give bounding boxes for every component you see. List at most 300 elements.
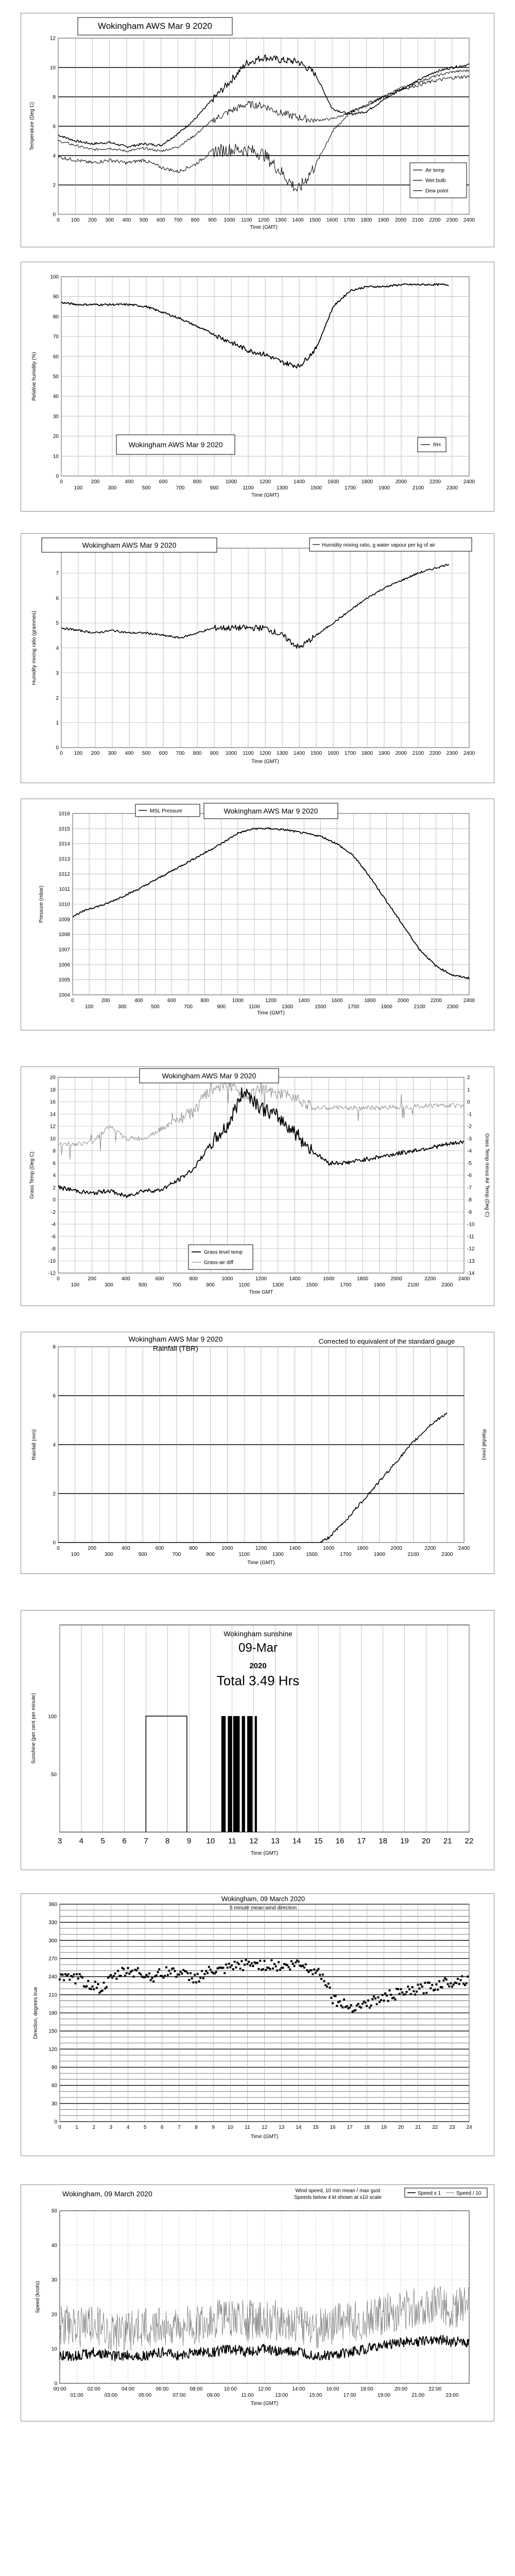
- wind-direction-x-tick-label: 22: [432, 2125, 438, 2130]
- humidity-x-tick-label: 0: [60, 479, 63, 485]
- wind-speed-x-tick-label: 00:00: [53, 2386, 66, 2392]
- wind-direction-x-tick-label: 24: [466, 2125, 472, 2130]
- grass-temp-x-tick-label: 900: [206, 1282, 215, 1288]
- rainfall-y2-axis-label: Rainfall (mm): [481, 1429, 487, 1460]
- grass-temp-y-tick-label: 8: [53, 1148, 56, 1154]
- rainfall-x-tick-label: 1700: [340, 1552, 352, 1557]
- wind-direction-y-tick-label: 90: [51, 2065, 57, 2071]
- wind-direction-point: [195, 1981, 197, 1984]
- temperature-x-tick-label: 1000: [224, 217, 235, 223]
- rainfall-y-tick-label: 6: [53, 1393, 56, 1399]
- wind-speed-x-tick-label: 11:00: [241, 2393, 254, 2398]
- humidity-x-tick-label: 600: [159, 479, 168, 485]
- grass-temp-title: Wokingham AWS Mar 9 2020: [162, 1072, 256, 1080]
- wind-direction-point: [258, 1968, 260, 1970]
- wind-speed-y-tick-label: 50: [51, 2208, 57, 2214]
- wind-speed-x-tick-label: 18:00: [360, 2386, 373, 2392]
- rainfall-x-tick-label: 200: [88, 1546, 97, 1551]
- mixing-ratio-x-tick-label: 2000: [395, 751, 407, 756]
- mixing-ratio-y-tick-label: 6: [56, 596, 59, 602]
- wind-speed-x-tick-label: 22:00: [428, 2386, 442, 2392]
- wind-direction-point: [198, 1980, 200, 1982]
- wind-direction-point: [190, 1972, 192, 1974]
- mixing-ratio-legend-label: Humidity mixing ratio, g water vapour per kg of air: [322, 543, 436, 548]
- pressure-title: Wokingham AWS Mar 9 2020: [224, 807, 318, 815]
- wind-direction-point: [185, 1971, 187, 1973]
- wind-direction-point: [343, 1998, 345, 2001]
- grass-temp-x-tick-label: 1700: [340, 1282, 352, 1288]
- wind-direction-point: [303, 1967, 305, 1969]
- mixing-ratio-x-tick-label: 0: [60, 751, 63, 756]
- rainfall-x-axis-label: Time (GMT): [247, 1560, 275, 1566]
- wind-direction-point: [199, 1977, 201, 1979]
- wind-direction-chart: [21, 1894, 495, 2157]
- wind-direction-point: [251, 1962, 253, 1964]
- pressure-x-tick-label: 400: [134, 998, 143, 1004]
- temperature-x-tick-label: 2400: [463, 217, 475, 223]
- rainfall-y-tick-label: 4: [53, 1442, 56, 1448]
- temperature-x-tick-label: 200: [88, 217, 97, 223]
- sunshine-bar: [228, 1716, 232, 1832]
- temperature-x-tick-label: 1500: [309, 217, 321, 223]
- wind-direction-point: [150, 1979, 152, 1981]
- wind-direction-point: [207, 1972, 209, 1974]
- wind-direction-x-tick-label: 6: [160, 2125, 164, 2130]
- wind-direction-point: [157, 1971, 159, 1973]
- temperature-x-tick-label: 2200: [429, 217, 441, 223]
- grass-temp-x-tick-label: 1500: [306, 1282, 318, 1288]
- pressure-y-tick-label: 1012: [58, 871, 70, 877]
- sunshine-x-tick-label: 22: [465, 1837, 474, 1845]
- mixing-ratio-x-tick-label: 1700: [344, 751, 356, 756]
- wind-direction-point: [424, 1982, 426, 1984]
- wind-direction-point: [340, 2005, 342, 2007]
- wind-direction-point: [360, 2007, 362, 2009]
- grass-temp-y2-tick-label: -14: [467, 1270, 475, 1277]
- grass-temp-x-tick-label: 1300: [272, 1282, 284, 1288]
- wind-speed-y-tick-label: 10: [51, 2346, 57, 2352]
- wind-direction-point: [434, 1989, 436, 1991]
- wind-direction-point: [406, 1991, 408, 1993]
- wind-direction-y-tick-label: 360: [48, 1902, 57, 1908]
- rainfall-x-tick-label: 1800: [356, 1546, 369, 1551]
- grass-temp-x-tick-label: 400: [121, 1276, 130, 1282]
- wind-direction-point: [131, 1970, 133, 1972]
- wind-direction-point: [151, 1977, 153, 1979]
- wind-direction-point: [393, 1996, 395, 1998]
- sunshine-total: Total 3.49 Hrs: [216, 1673, 300, 1688]
- pressure-y-tick-label: 1015: [58, 826, 70, 832]
- grass-temp-y2-tick-label: 2: [467, 1075, 470, 1081]
- mixing-ratio-x-tick-label: 1100: [243, 751, 254, 756]
- wind-direction-y-tick-label: 150: [48, 2028, 57, 2035]
- wind-speed-x-tick-label: 17:00: [343, 2393, 356, 2398]
- wind-speed-chart-panel: [21, 2184, 494, 2421]
- wind-direction-point: [231, 1964, 233, 1967]
- humidity-x-tick-label: 2200: [429, 479, 441, 485]
- wind-direction-point: [407, 1986, 409, 1988]
- wind-direction-point: [293, 1965, 295, 1967]
- sunshine-bar: [255, 1716, 257, 1832]
- mixing-ratio-x-axis-label: Time (GMT): [251, 759, 279, 765]
- temperature-x-tick-label: 1700: [344, 217, 355, 223]
- wind-direction-point: [411, 1986, 414, 1988]
- pressure-chart-panel: [21, 799, 494, 1030]
- wind-direction-point: [386, 1994, 388, 1996]
- grass-temp-y-tick-label: 0: [53, 1197, 56, 1203]
- wind-speed-x-tick-label: 13:00: [275, 2393, 288, 2398]
- wind-direction-point: [292, 1963, 294, 1965]
- humidity-y-tick-label: 90: [53, 294, 59, 300]
- wind-speed-x-tick-label: 03:00: [104, 2393, 117, 2398]
- wind-direction-point: [201, 1970, 203, 1972]
- humidity-x-tick-label: 2400: [463, 479, 475, 485]
- grass-temp-x-tick-label: 2200: [424, 1276, 436, 1282]
- wind-direction-point: [270, 1959, 272, 1961]
- grass-temp-y-tick-label: 18: [49, 1087, 56, 1093]
- wind-direction-point: [148, 1973, 150, 1975]
- grass-temp-y2-tick-label: 0: [467, 1099, 470, 1105]
- wind-direction-point: [147, 1976, 149, 1978]
- wind-direction-point: [330, 1997, 332, 1999]
- mixing-ratio-x-tick-label: 1200: [259, 751, 271, 756]
- humidity-x-tick-label: 400: [125, 479, 134, 485]
- sunshine-x-tick-label: 8: [165, 1837, 170, 1845]
- grass-temp-y-tick-label: 6: [53, 1160, 56, 1166]
- wind-direction-point: [259, 1960, 261, 1962]
- grass-temp-x-tick-label: 1800: [356, 1276, 369, 1282]
- wind-direction-point: [350, 2004, 352, 2006]
- grass-temp-y-tick-label: -8: [51, 1246, 56, 1252]
- sunshine-chart-panel: [21, 1610, 494, 1870]
- mixing-ratio-title: Wokingham AWS Mar 9 2020: [82, 541, 177, 549]
- wind-direction-point: [328, 1982, 330, 1985]
- wind-direction-point: [401, 1991, 403, 1993]
- wind-direction-point: [215, 1971, 217, 1973]
- humidity-x-tick-label: 2300: [446, 485, 458, 491]
- rainfall-x-tick-label: 2400: [458, 1546, 470, 1551]
- wind-direction-point: [85, 1985, 88, 1987]
- wind-direction-point: [278, 1961, 280, 1963]
- wind-direction-point: [384, 1992, 386, 1994]
- wind-direction-point: [371, 1998, 373, 2000]
- sunshine-x-tick-label: 20: [421, 1837, 431, 1845]
- wind-direction-point: [326, 1986, 328, 1988]
- wind-direction-point: [369, 2007, 371, 2009]
- wind-direction-point: [194, 1974, 196, 1976]
- wind-direction-point: [68, 1979, 71, 1981]
- grass-temp-y2-tick-label: -10: [467, 1222, 475, 1228]
- wind-direction-point: [349, 2006, 351, 2008]
- grass-temp-x-tick-label: 2100: [407, 1282, 419, 1288]
- wind-direction-x-tick-label: 7: [178, 2125, 181, 2130]
- temperature-x-tick-label: 300: [105, 217, 114, 223]
- wind-speed-x-tick-label: 19:00: [377, 2393, 390, 2398]
- pressure-chart: [21, 799, 495, 1031]
- humidity-x-tick-label: 1200: [259, 479, 271, 485]
- pressure-y-tick-label: 1006: [58, 962, 70, 968]
- wind-direction-point: [245, 1959, 247, 1961]
- sunshine-x-tick-label: 5: [100, 1837, 105, 1845]
- wind-direction-point: [414, 1993, 416, 1995]
- wind-speed-x-tick-label: 21:00: [411, 2393, 425, 2398]
- wind-direction-point: [101, 1990, 104, 1992]
- temperature-x-tick-label: 2300: [446, 217, 458, 223]
- mixing-ratio-x-tick-label: 2300: [446, 751, 458, 756]
- pressure-x-tick-label: 1900: [381, 1004, 392, 1010]
- wind-direction-point: [241, 1960, 243, 1962]
- wind-direction-point: [320, 1978, 322, 1980]
- wind-direction-point: [387, 2000, 389, 2002]
- sunshine-x-tick-label: 3: [57, 1837, 62, 1845]
- pressure-y-tick-label: 1011: [59, 887, 70, 893]
- sunshine-x-tick-label: 7: [144, 1837, 148, 1845]
- wind-direction-x-tick-label: 17: [347, 2125, 353, 2130]
- grass-temp-y2-tick-label: -6: [467, 1173, 472, 1179]
- humidity-title: Wokingham AWS Mar 9 2020: [128, 440, 223, 449]
- temperature-legend-label: Air temp: [425, 167, 445, 174]
- wind-direction-point: [234, 1961, 236, 1963]
- wind-speed-x-tick-label: 07:00: [173, 2393, 186, 2398]
- wind-direction-point: [373, 1995, 375, 1997]
- wind-speed-x-tick-label: 09:00: [207, 2393, 220, 2398]
- wind-direction-point: [174, 1970, 176, 1972]
- wind-direction-point: [383, 1999, 385, 2002]
- temperature-y-tick-label: 0: [53, 212, 56, 218]
- sunshine-x-tick-label: 16: [335, 1837, 345, 1845]
- temperature-x-tick-label: 1200: [258, 217, 270, 223]
- wind-direction-y-tick-label: 240: [48, 1974, 57, 1980]
- wind-direction-y-tick-label: 60: [51, 2083, 57, 2089]
- mixing-ratio-x-tick-label: 1400: [293, 751, 305, 756]
- wind-direction-point: [339, 2001, 341, 2003]
- wind-direction-point: [404, 1993, 406, 1995]
- humidity-y-tick-label: 60: [53, 354, 59, 360]
- wind-direction-point: [63, 1979, 65, 1981]
- rainfall-x-tick-label: 100: [71, 1552, 80, 1557]
- wind-direction-point: [447, 1983, 449, 1985]
- wind-direction-point: [178, 1974, 180, 1976]
- pressure-y-tick-label: 1004: [58, 992, 70, 998]
- pressure-y-tick-label: 1008: [58, 932, 70, 938]
- wind-direction-point: [399, 1993, 401, 1995]
- wind-direction-point: [103, 1981, 105, 1984]
- wind-direction-point: [244, 1964, 246, 1966]
- wind-direction-point: [276, 1970, 278, 1972]
- pressure-x-tick-label: 2000: [397, 998, 409, 1004]
- grass-temp-y2-axis-label: Grass Temp minus Air Temp (Deg C): [484, 1133, 490, 1217]
- grass-temp-y-tick-label: 2: [53, 1185, 56, 1191]
- mixing-ratio-x-tick-label: 1800: [361, 751, 373, 756]
- pressure-x-tick-label: 2300: [447, 1004, 459, 1010]
- wind-speed-legend-label: Speed / 10: [456, 2191, 482, 2196]
- wind-direction-point: [186, 1972, 188, 1974]
- wind-direction-x-tick-label: 11: [245, 2125, 250, 2130]
- rainfall-x-tick-label: 1200: [255, 1546, 267, 1551]
- wind-direction-point: [173, 1968, 175, 1970]
- grass-temp-chart-panel: [21, 1066, 494, 1306]
- wind-speed-x-tick-label: 10:00: [224, 2386, 237, 2392]
- wind-direction-x-tick-label: 0: [58, 2125, 61, 2130]
- wind-direction-x-tick-label: 3: [109, 2125, 113, 2130]
- humidity-y-axis-label: Relative humidity (%): [31, 352, 37, 401]
- sunshine-y-axis-label: Sunshine (per cent per minute): [31, 1693, 37, 1764]
- wind-direction-point: [295, 1961, 297, 1963]
- wind-direction-point: [298, 1960, 300, 1962]
- humidity-y-tick-label: 30: [53, 414, 59, 420]
- wind-direction-point: [467, 1976, 469, 1978]
- pressure-x-tick-label: 1100: [249, 1004, 260, 1010]
- humidity-chart: [21, 262, 495, 512]
- wind-direction-point: [354, 2009, 356, 2011]
- wind-direction-point: [423, 1992, 425, 1994]
- wind-direction-point: [76, 1973, 78, 1975]
- wind-direction-point: [286, 1964, 288, 1966]
- wind-speed-legend-label: Speed x 1: [418, 2191, 441, 2196]
- sunshine-x-tick-label: 12: [249, 1837, 258, 1845]
- wind-direction-point: [377, 1996, 379, 1998]
- wind-direction-point: [290, 1960, 293, 1962]
- grass-temp-x-axis-label: Time GMT: [249, 1290, 273, 1295]
- mixing-ratio-y-tick-label: 1: [56, 720, 59, 726]
- mixing-ratio-chart: [21, 534, 495, 784]
- humidity-x-tick-label: 1000: [225, 479, 237, 485]
- wind-direction-point: [133, 1976, 135, 1978]
- wind-direction-point: [225, 1963, 227, 1965]
- wind-direction-point: [91, 1986, 93, 1988]
- wind-direction-point: [156, 1974, 158, 1976]
- wind-direction-point: [319, 1974, 321, 1976]
- wind-direction-point: [458, 1983, 460, 1985]
- wind-direction-point: [72, 1976, 74, 1978]
- wind-direction-point: [96, 1987, 98, 1989]
- wind-direction-x-tick-label: 1: [75, 2125, 78, 2130]
- wind-direction-point: [374, 1997, 376, 1999]
- humidity-y-tick-label: 40: [53, 394, 59, 400]
- wind-direction-point: [445, 1978, 448, 1980]
- rainfall-x-tick-label: 1400: [289, 1546, 301, 1551]
- wind-direction-point: [227, 1967, 229, 1969]
- sunshine-x-tick-label: 18: [379, 1837, 387, 1845]
- wind-direction-point: [228, 1963, 230, 1965]
- wind-speed-x-tick-label: 02:00: [87, 2386, 100, 2392]
- wind-direction-point: [117, 1970, 119, 1972]
- temperature-x-tick-label: 0: [57, 217, 60, 223]
- pressure-x-tick-label: 700: [184, 1004, 193, 1010]
- grass-temp-x-tick-label: 700: [172, 1282, 181, 1288]
- grass-temp-x-tick-label: 500: [138, 1282, 147, 1288]
- humidity-x-tick-label: 1900: [378, 485, 390, 491]
- grass-temp-y-tick-label: 10: [49, 1136, 56, 1142]
- mixing-ratio-x-tick-label: 2400: [463, 751, 475, 756]
- mixing-ratio-x-tick-label: 400: [125, 751, 134, 756]
- pressure-y-tick-label: 1016: [58, 811, 70, 817]
- rainfall-x-tick-label: 1900: [373, 1552, 385, 1557]
- grass-temp-x-tick-label: 2000: [390, 1276, 402, 1282]
- wind-direction-x-axis-label: Time (GMT): [250, 2134, 279, 2140]
- grass-temp-x-tick-label: 800: [189, 1276, 198, 1282]
- humidity-x-tick-label: 700: [176, 485, 185, 491]
- wind-direction-point: [317, 1968, 319, 1970]
- humidity-x-tick-label: 300: [108, 485, 117, 491]
- rainfall-chart-panel: [21, 1332, 494, 1574]
- wind-direction-point: [94, 1981, 96, 1983]
- wind-direction-point: [188, 1979, 190, 1981]
- wind-direction-point: [400, 1988, 402, 1990]
- wind-direction-point: [197, 1973, 199, 1975]
- wind-direction-x-tick-label: 19: [381, 2125, 387, 2130]
- wind-direction-point: [448, 1986, 450, 1988]
- pressure-x-tick-label: 100: [84, 1004, 94, 1010]
- wind-direction-point: [315, 1972, 317, 1974]
- grass-temp-y-tick-label: -2: [51, 1209, 56, 1215]
- wind-direction-point: [264, 1960, 266, 1962]
- sunshine-date: 09-Mar: [238, 1641, 278, 1655]
- wind-direction-point: [465, 1982, 467, 1985]
- wind-direction-point: [77, 1977, 79, 1979]
- wind-direction-x-tick-label: 15: [313, 2125, 319, 2130]
- wind-direction-point: [416, 1991, 418, 1993]
- rainfall-x-tick-label: 400: [121, 1546, 130, 1551]
- wind-direction-x-tick-label: 12: [261, 2125, 268, 2130]
- wind-direction-point: [67, 1973, 70, 1975]
- pressure-x-tick-label: 1500: [315, 1004, 327, 1010]
- humidity-y-tick-label: 70: [53, 334, 59, 340]
- wind-direction-point: [410, 1993, 412, 1995]
- temperature-y-tick-label: 6: [53, 124, 56, 130]
- wind-direction-point: [461, 1975, 463, 1977]
- rainfall-x-tick-label: 1300: [272, 1552, 284, 1557]
- mixing-ratio-x-tick-label: 1500: [310, 751, 322, 756]
- wind-speed-x-tick-label: 08:00: [190, 2386, 203, 2392]
- wind-speed-chart: [21, 2185, 495, 2422]
- wind-direction-point: [249, 1964, 251, 1967]
- rainfall-title: Wokingham AWS Mar 9 2020: [128, 1335, 223, 1343]
- wind-direction-point: [126, 1972, 128, 1974]
- wind-direction-y-tick-label: 120: [48, 2046, 57, 2053]
- pressure-x-tick-label: 2200: [430, 998, 442, 1004]
- sunshine-x-tick-label: 10: [206, 1837, 215, 1845]
- wind-direction-chart-panel: [21, 1893, 494, 2156]
- wind-direction-x-tick-label: 21: [415, 2125, 421, 2130]
- mixing-ratio-x-tick-label: 200: [91, 751, 100, 756]
- wind-direction-point: [364, 2002, 366, 2004]
- humidity-x-tick-label: 100: [74, 485, 83, 491]
- pressure-x-tick-label: 2100: [414, 1004, 425, 1010]
- humidity-x-tick-label: 2100: [412, 485, 424, 491]
- grass-temp-x-tick-label: 2300: [441, 1282, 453, 1288]
- mixing-ratio-x-tick-label: 2200: [429, 751, 441, 756]
- grass-temp-y2-tick-label: -9: [467, 1209, 472, 1215]
- sunshine-y-tick-label: 100: [48, 1714, 57, 1720]
- humidity-x-tick-label: 500: [142, 485, 151, 491]
- wind-direction-x-tick-label: 5: [143, 2125, 147, 2130]
- mixing-ratio-x-tick-label: 1300: [276, 751, 288, 756]
- wind-direction-y-axis-label: Direction, degrees true: [33, 1987, 39, 2039]
- wind-direction-point: [275, 1965, 277, 1968]
- sunshine-year: 2020: [249, 1662, 267, 1670]
- mixing-ratio-y-tick-label: 0: [56, 745, 59, 751]
- wind-direction-point: [204, 1973, 206, 1975]
- temperature-x-tick-label: 1400: [292, 217, 304, 223]
- humidity-x-tick-label: 800: [193, 479, 202, 485]
- wind-direction-point: [370, 2005, 372, 2007]
- pressure-x-tick-label: 2400: [463, 998, 475, 1004]
- grass-temp-x-tick-label: 1900: [373, 1282, 385, 1288]
- wind-direction-point: [269, 1968, 271, 1970]
- grass-temp-y-tick-label: 16: [49, 1099, 56, 1105]
- wind-speed-x-tick-label: 15:00: [309, 2393, 322, 2398]
